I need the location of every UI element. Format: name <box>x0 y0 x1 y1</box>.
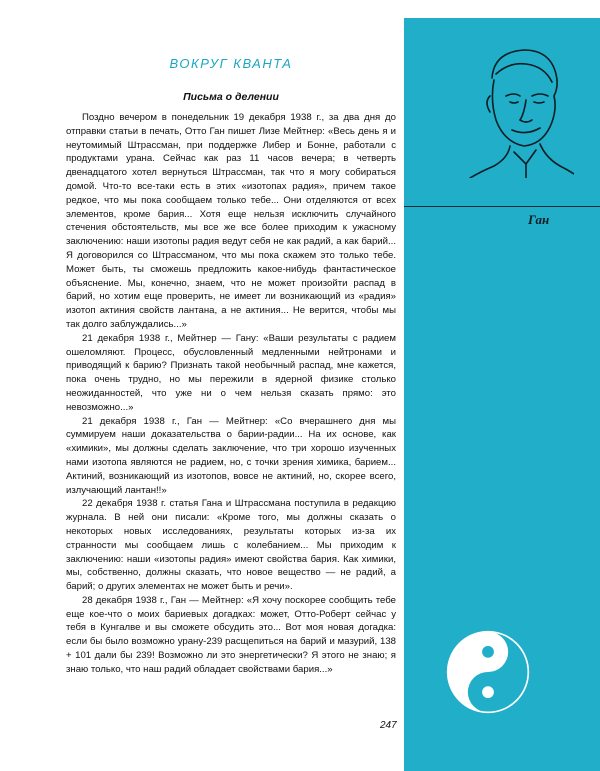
paragraph-3: 21 декабря 1938 г., Ган — Мейтнер: «Со вчерашнего дня мы суммируем наши доказательства о барии-радии... На их основе, как «химики», мы должны сделать заключение, что три хорошо изученных нами изотопа являются не радием, но, с точки зрения химика, барием... Актиний, возникающий из изотопов, вовсе не актиний, но, скорее всего, излучающий лантан!!» <box>66 415 396 496</box>
page-number: 247 <box>380 720 397 731</box>
portrait-sketch-icon <box>464 38 574 178</box>
paragraph-2: 21 декабря 1938 г., Мейтнер — Гану: «Ваши результаты с радием ошеломляют. Процесс, обусловленный медленными нейтронами и приводящий к барию? Признать такой необычный распад, мне кажется, пока очень трудно, но мы пережили в ядерной физике столько неожиданностей, что уже ни о чем нельзя сказать прямо: это невозможно...» <box>66 332 396 413</box>
paragraph-1: Поздно вечером в понедельник 19 декабря 1938 г., за два дня до отправки статьи в печать, Отто Ган пишет Лизе Мейтнер: «Весь день я и неутомимый Штрассман, при поддержке Либер и Бонне, работали с продуктами урана. Сейчас как раз 11 часов вечера; в четверть двенадцатого хотел вернуться Штрассман, так что я могу собираться домой. Что-то все-таки есть в этих «изотопах радия», причем такое редкое, что мы пока сообщаем только тебе... Они отделяются от всех элементов, кроме бария... Хотя еще нельзя исключить случайного стечения обстоятельств, мы все же все более приходим к ужасному заключению: наши изотопы радия ведут себя не как радий, а как барий... Я договорился со Штрассманом, что мы пока скажем это только тебе. Может быть, ты сможешь предложить какое-нибудь фантастическое объяснение. Мы, конечно, знаем, что не может произойти распад в барий, но хотим еще проверить, не имеет ли возникающий из «радия» изотоп актиния свойств лантана, а не актиния... Не верится, чтобы мы так долго заблуждались...» <box>66 112 396 330</box>
caption-divider <box>404 206 600 207</box>
paragraph-5: 28 декабря 1938 г., Ган — Мейтнер: «Я хочу поскорее сообщить тебе еще кое-что о моих бариевых догадках: может, Отто-Роберт сейчас у тебя в Кунгалве и вы сможете обсудить это... Вот моя новая догадка: если бы было возможно урану-239 расщепиться на барий и мазурий, 138 + 101 дали бы 239! Возможно ли это энергетически? Я этого не знаю; я знаю только, что наш радий обладает свойствами бария...» <box>66 594 396 675</box>
yin-yang-icon <box>446 630 530 714</box>
portrait-caption: Ган <box>528 212 550 227</box>
main-column <box>66 48 396 677</box>
article-title: Письма о делении <box>183 91 279 103</box>
sidebar-panel <box>404 18 600 771</box>
section-heading: ВОКРУГ КВАНТА <box>169 56 293 71</box>
paragraph-4: 22 декабря 1938 г. статья Гана и Штрассмана поступила в редакцию журнала. В ней они писали: «Кроме того, мы должны сказать о некоторых новых исследованиях, результаты которых из-за их странности мы сообщаем лишь с колебанием... Мы приходим к заключению: наши «изотопы радия» имеют свойства бария. Как химики, мы, собственно, должны сказать, что новое вещество — не радий, а барий; о других элементах не может быть и речи». <box>66 498 396 593</box>
